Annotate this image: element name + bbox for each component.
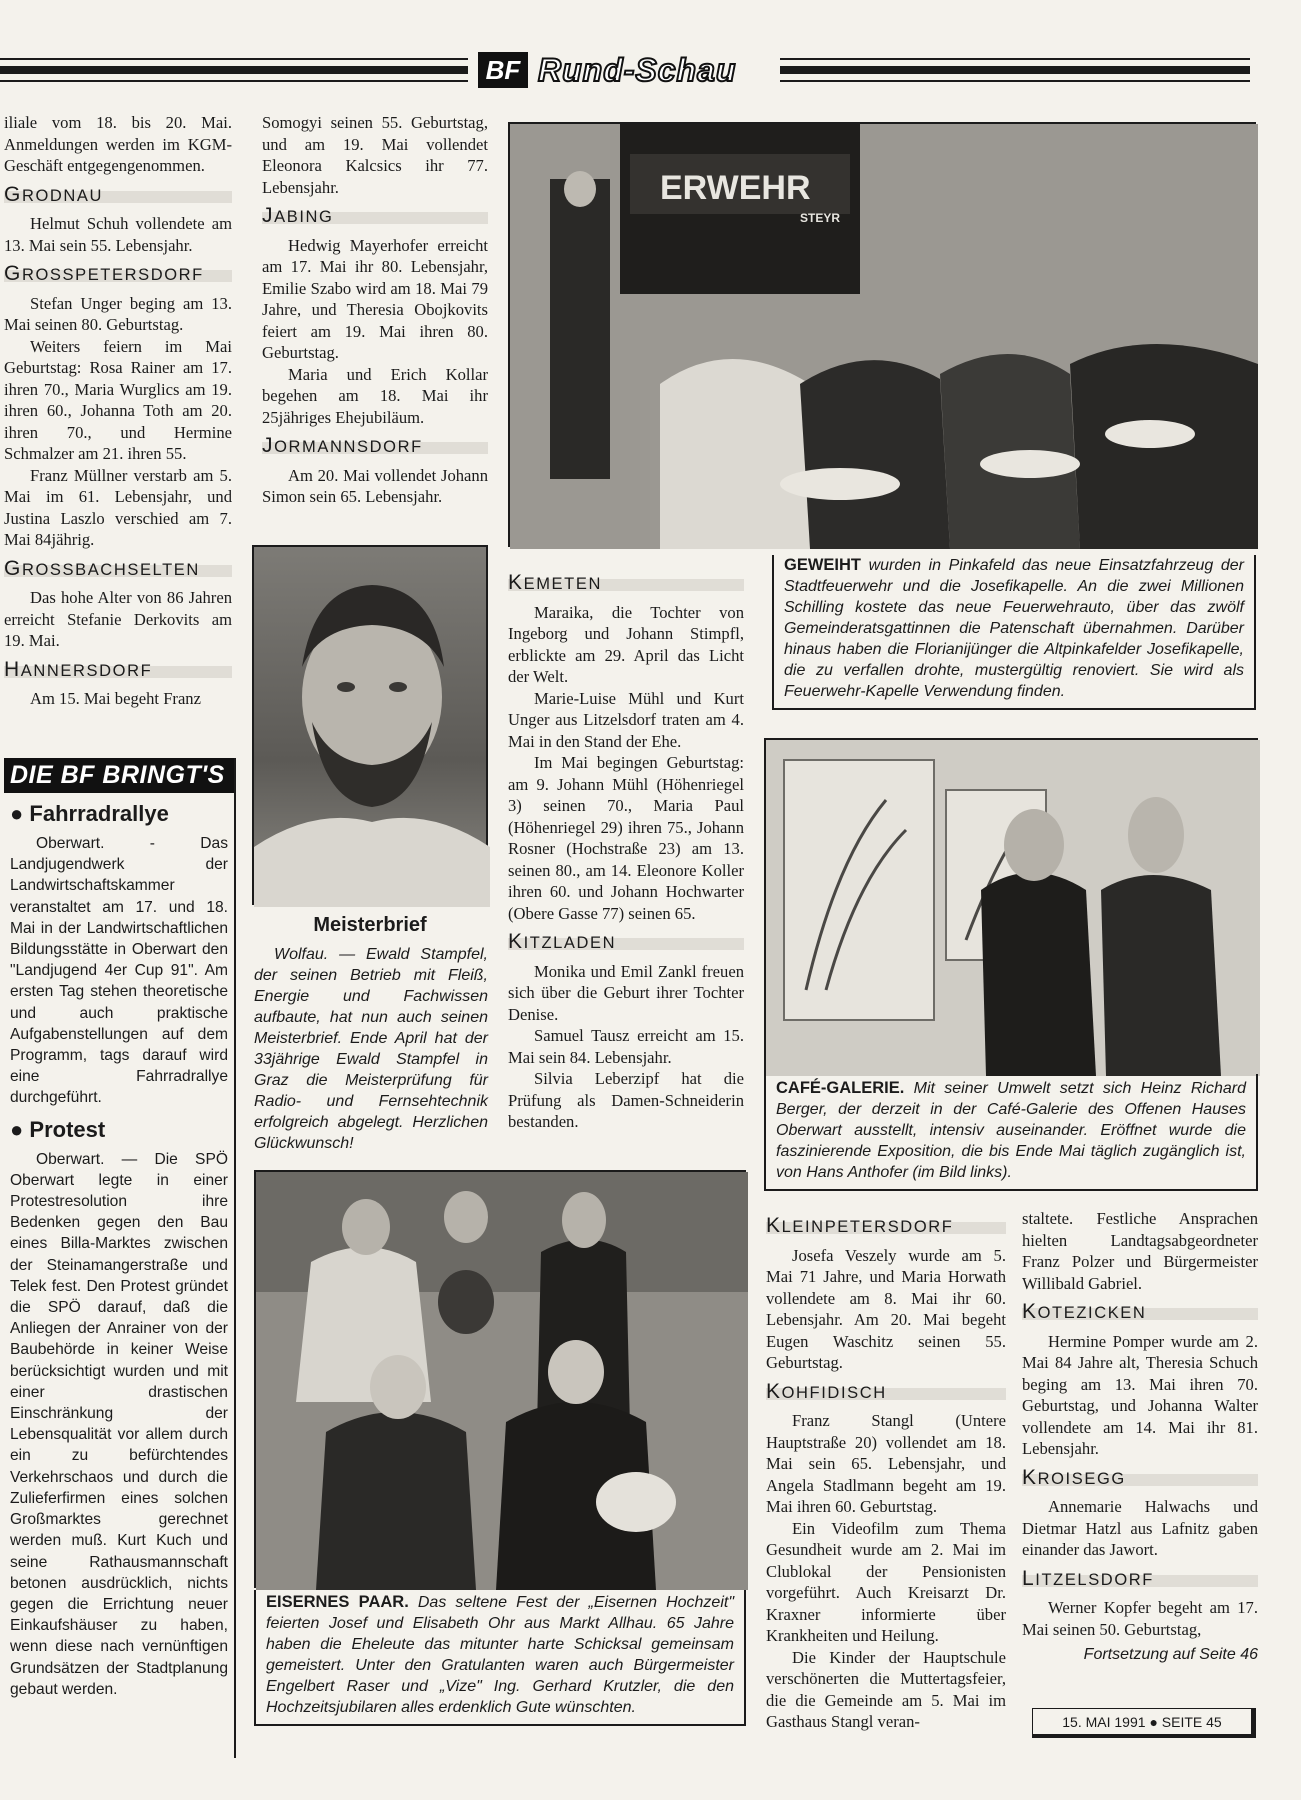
bf-bringts-title: DIE BF BRINGT'S — [4, 758, 234, 793]
heading-kemeten: KEMETEN — [508, 570, 744, 598]
caption-eisernes-paar — [254, 1590, 746, 1726]
heading-grosspetersdorf: GROSSPETERSDORF — [4, 261, 232, 289]
text-kroisegg: Annemarie Halwachs und Dietmar Hatzl aus Lafnitz gaben einander das Jawort. — [1022, 1497, 1258, 1559]
text-grodnau: Helmut Schuh vollendete am 13. Mai sein 55. Lebensjahr. — [4, 214, 232, 255]
text-jormannsdorf: Am 20. Mai vollendet Johann Simon sein 65. Lebensjahr. — [262, 465, 488, 506]
heading-grossbachselten: GROSSBACHSELTEN — [4, 556, 232, 584]
text-kitzladen-1: Monika und Emil Zankl freuen sich über die Geburt ihrer Tochter Denise. — [508, 961, 744, 1024]
text-jabing-2: Maria und Erich Kollar begehen am 18. Mai ihr 25jähriges Ehejubiläum. — [262, 364, 488, 427]
text-kohfidisch-1: Franz Stangl (Untere Hauptstraße 20) vollendet am 18. Mai sein 65. Lebensjahr, und Angela Stadlmann begeht am 19. Mai ihren 60. Geburtstag. — [766, 1411, 1006, 1516]
text-jabing-1: Hedwig Mayerhofer erreicht am 17. Mai ihr 80. Lebensjahr, Emilie Szabo wird am 18. Mai 79 Jahre, und Theresia Obojkovits feiert am 19. Mai ihren 80. Geburtstag. — [262, 235, 488, 362]
couple-scene — [256, 1172, 748, 1590]
text-grosspetersdorf-1: Stefan Unger beging am 13. Mai seinen 80. Geburtstag. — [4, 293, 232, 334]
heading-protest: ● Protest — [10, 1116, 106, 1142]
column-3 — [508, 565, 744, 1133]
footer-dateline — [1032, 1708, 1256, 1738]
intro-text: iliale vom 18. bis 20. Mai. Anmeldungen werden im KGM-Geschäft entgegengenommen. — [4, 113, 232, 175]
column-2 — [262, 112, 488, 508]
column-1 — [4, 112, 232, 710]
fire-brigade-photo — [508, 122, 1256, 547]
intro-text-2: Somogyi seinen 55. Geburtstag, und am 19. Mai vollendet Eleonora Kalcsics ihr 77. Lebensjahr. — [262, 113, 488, 197]
bullet-icon: ● — [10, 1116, 24, 1142]
heading-jormannsdorf: JORMANNSDORF — [262, 433, 488, 461]
text-fahrradrallye: Oberwart. - Das Landjugendwerk der Landwirtschaftskammer veranstaltet am 17. und 18. Mai in der Landwirtschaftlichen Bildungsstätte in Oberwart den "Landjugend 4er Cup 91". Am ersten Tag stehen theoretische und auch praktische Aufgabenstellungen auf dem Programm, tags darauf wird eine Fahrradrallye durchgeführt. — [10, 835, 228, 1107]
text-kitzladen-3: Silvia Leberzipf hat die Prüfung als Damen-Schneiderin bestanden. — [508, 1069, 744, 1131]
portrait-photo — [252, 545, 488, 905]
heading-grodnau: GRODNAU — [4, 182, 232, 210]
svg-text:STEYR: STEYR — [800, 211, 841, 225]
section-title: Rund-Schau — [538, 52, 737, 88]
masthead-rule-left — [0, 66, 468, 74]
heading-kroisegg: KROISEGG — [1022, 1465, 1258, 1493]
heading-litzelsdorf: LITZELSDORF — [1022, 1566, 1258, 1594]
caption-eisern-text: Das seltene Fest der „Eisernen Hochzeit" feierten Josef und Elisabeth Ohr aus Markt Allhau. 65 Jahre haben die Eheleute das mitunter harte Schicksal gemeinsam gemeistert. Unter den Gratulanten waren auch Bürgermeister Engelbert Raser und „Vize" Ing. Gerhard Krutzler, die den Hochzeitsjubilaren alles erdenklich Gute wünschten. — [266, 1594, 734, 1716]
caption-eisern-lead: EISERNES PAAR. — [266, 1593, 409, 1611]
text-kemeten-1: Maraika, die Tochter von Ingeborg und Johann Stimpfl, erblickte am 29. April das Licht der Welt. — [508, 602, 744, 686]
footer-bullet-icon: ● — [1149, 1714, 1158, 1730]
portrait-figure — [254, 547, 490, 907]
heading-kohfidisch: KOHFIDISCH — [766, 1379, 1006, 1407]
caption-geweiht — [772, 555, 1256, 710]
footer-page: SEITE 45 — [1161, 1714, 1222, 1730]
text-kohfidisch-2: Ein Videofilm zum Thema Gesundheit wurde am 2. Mai im Clublokal der Pensionisten vorgeführt. Auch Kreisarzt Dr. Kraxner informierte über Krankheiten und Heilung. — [766, 1518, 1006, 1645]
text-grosspetersdorf-3: Franz Müllner verstarb am 5. Mai im 61. Lebensjahr, und Justina Laszlo verschied am 7. Mai 84jährig. — [4, 465, 232, 549]
heading-kleinpetersdorf: KLEINPETERSDORF — [766, 1213, 1006, 1241]
bf-bringts-box — [4, 758, 236, 1758]
meisterbrief-text: Wolfau. — Ewald Stampfel, der seinen Betrieb mit Fleiß, Energie und Fachwissen aufbaute, hat nun auch seinen Meisterbrief. Ende April hat der 33jährige Ewald Stampfel in Graz die Meisterprüfung für Radio- und Fernsehtechnik erfolgreich abgelegt. Herzlichen Glückwunsch! — [254, 946, 488, 1152]
continued-note: Fortsetzung auf Seite 46 — [1083, 1646, 1258, 1663]
eisernes-paar-photo — [254, 1170, 746, 1588]
intro-text-6: staltete. Festliche Ansprachen hielten Landtagsabgeordneter Franz Polzer und Bürgermeister Willibald Gabriel. — [1022, 1209, 1258, 1293]
text-kotezicken: Hermine Pomper wurde am 2. Mai 84 Jahre alt, Theresia Schuch beging am 13. Mai ihren 70. Geburtstag, und Johanna Walter vollendete am 14. Mai ihr 81. Lebensjahr. — [1022, 1331, 1258, 1458]
text-kleinpetersdorf: Josefa Veszely wurde am 5. Mai 71 Jahre, und Maria Horwath vollendete am 8. Mai ihr 60. Lebensjahr. Am 20. Mai begeht Eugen Waschitz seinen 55. Geburtstag. — [766, 1245, 1006, 1372]
heading-jabing: JABING — [262, 203, 488, 231]
text-kemeten-3: Im Mai begingen Geburtstag: am 9. Johann Mühl (Höhenriegel 3) seinen 70., Maria Paul (Höhenriegel 29) ihren 75., Johann Rosner (Hochstraße 23) am 13. seinen 80., am 14. Eleonore Koller ihren 60. und Johann Hochwarter (Obere Gasse 77) seinen 65. — [508, 753, 744, 923]
heading-kitzladen: KITZLADEN — [508, 929, 744, 957]
text-grossbachselten: Das hohe Alter von 86 Jahren erreicht Stefanie Derkovits am 19. Mai. — [4, 588, 232, 650]
bullet-icon: ● — [10, 801, 24, 826]
text-hannersdorf: Am 15. Mai begeht Franz — [30, 689, 201, 708]
masthead-rule-right — [780, 66, 1250, 74]
text-grosspetersdorf-2: Weiters feiern im Mai Geburtstag: Rosa Rainer am 17. ihren 70., Maria Wurglics am 19. ihren 60., Johanna Toth am 20. ihren 70., und Hermine Schmalzer am 21. ihren 55. — [4, 336, 232, 463]
bf-logo: BF — [478, 52, 528, 88]
gallery-scene — [766, 740, 1260, 1076]
svg-text:ERWEHR: ERWEHR — [660, 169, 811, 207]
heading-hannersdorf: HANNERSDORF — [4, 657, 232, 685]
text-protest: Oberwart. — Die SPÖ Oberwart legte in einer Protestresolution ihre Bedenken gegen den Bau eines Billa-Marktes zwischen der Steinamangerstraße und Telek fest. Den Protest gründet die SPÖ darauf, daß die Anliegen der Anrainer von der Baubehörde in keiner Weise berücksichtigt wurden und mit einer drastischen Einschränkung der Lebensqualität vor allem durch ein zu befürchtendes Verkehrschaos und durch die Zulieferfirmen eines solchen Großmarktes gerechnet werden muß. Kurt Kuch und seine Rathausmannschaft betonen ausdrücklich, nichts gegen die Errichtung neuer Einkaufshäuser zu haben, wenn diese nach vernünftigen Grundsätzen der Stadtplanung gebaut werden. — [10, 1150, 228, 1698]
heading-kotezicken: KOTEZICKEN — [1022, 1299, 1258, 1327]
caption-geweiht-lead: GEWEIHT — [784, 556, 861, 574]
caption-cafe-galerie — [764, 1074, 1258, 1191]
cafe-galerie-photo — [764, 738, 1258, 1074]
column-5 — [766, 1208, 1006, 1733]
masthead — [0, 50, 1301, 90]
caption-cafe-lead: CAFÉ-GALERIE. — [776, 1079, 905, 1097]
footer-date: 15. MAI 1991 — [1062, 1714, 1146, 1730]
caption-cafe-text: Mit seiner Umwelt setzt sich Heinz Richard Berger, der derzeit in der Café-Galerie des Offenen Hauses Oberwart ausstellt, intensiv auseinander. Eröffnet wurde die faszinierende Exposition, die bis Ende Mai täglich zugänglich ist, von Hans Anthofer (im Bild links). — [776, 1080, 1246, 1181]
column-6 — [1022, 1208, 1258, 1665]
fire-truck-scene — [510, 124, 1258, 549]
text-kitzladen-2: Samuel Tausz erreicht am 15. Mai sein 84. Lebensjahr. — [508, 1026, 744, 1067]
text-litzelsdorf: Werner Kopfer begeht am 17. Mai seinen 50. Geburtstag, — [1022, 1598, 1258, 1639]
text-kohfidisch-3: Die Kinder der Hauptschule verschönerten die Muttertagsfeier, die die Gemeinde am 5. Mai im Gasthaus Stangl veran- — [766, 1647, 1006, 1731]
meisterbrief-title: Meisterbrief — [313, 914, 427, 936]
caption-geweiht-text: wurden in Pinkafeld das neue Einsatzfahrzeug der Stadtfeuerwehr und die Josefikapelle. An die zwei Millionen Schilling kostete das neue Feuerwehrauto, über das zwölf Gemeinderatsgattinnen die Patenschaft übernahmen. Darüber hinaus haben die Florianijünger die Altpinkafelder Josefikapelle, die zu verfallen drohte, mustergültig renoviert. Sie wird als Feuerwehr-Kapelle Verwendung finden. — [784, 557, 1244, 700]
text-kemeten-2: Marie-Luise Mühl und Kurt Unger aus Litzelsdorf traten am 4. Mai in den Stand der Ehe. — [508, 688, 744, 751]
heading-fahrradrallye: ● Fahrradrallye — [10, 801, 169, 826]
